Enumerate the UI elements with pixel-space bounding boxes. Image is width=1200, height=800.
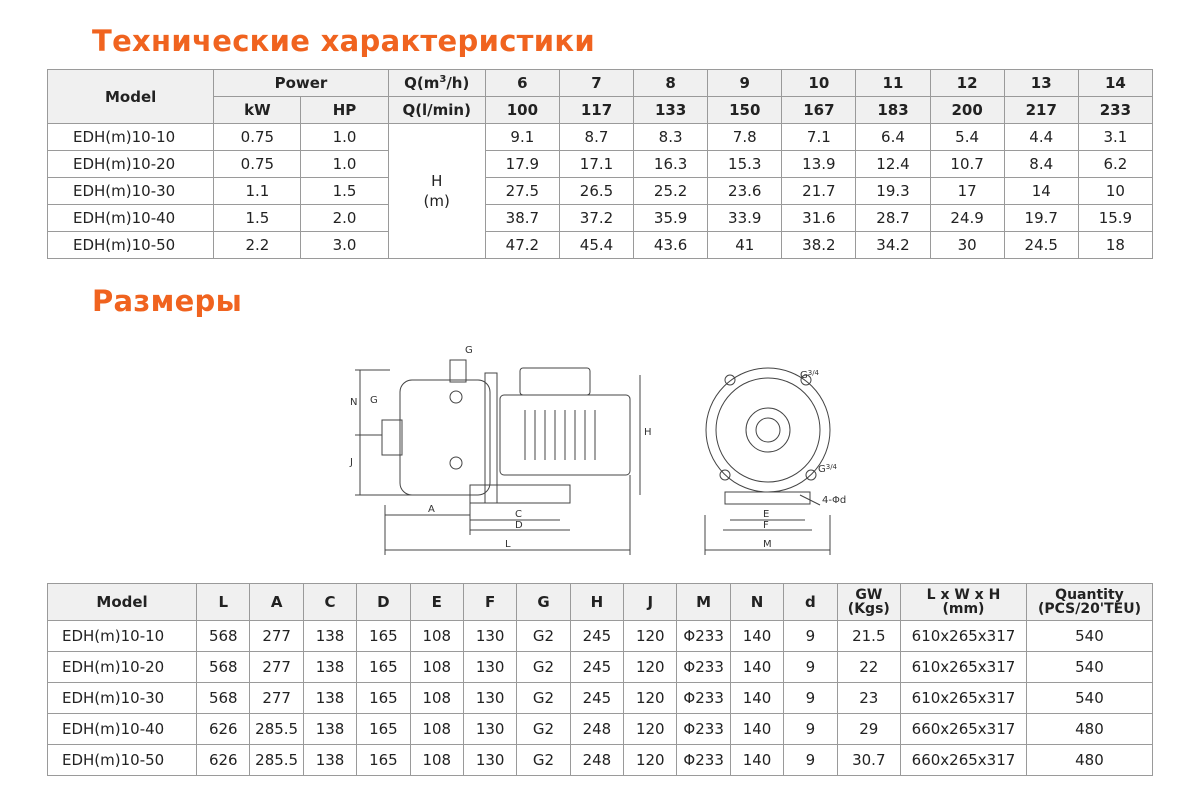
dims-header-cell: J <box>624 584 677 621</box>
dims-value-cell: 130 <box>463 683 516 714</box>
model-cell: EDH(m)10-50 <box>48 745 197 776</box>
head-value-cell: 25.2 <box>634 178 708 205</box>
dims-value-cell: Φ233 <box>677 714 730 745</box>
dims-value-cell: 480 <box>1026 745 1152 776</box>
dims-value-cell: 108 <box>410 714 463 745</box>
dims-header-cell: A <box>250 584 303 621</box>
flow-m3h-cell: 11 <box>856 70 930 97</box>
label-j: J <box>350 457 353 468</box>
head-value-cell: 31.6 <box>782 205 856 232</box>
dims-value-cell: 626 <box>197 714 250 745</box>
dims-value-cell: 165 <box>357 652 410 683</box>
dims-value-cell: 120 <box>624 714 677 745</box>
dims-value-cell: G2 <box>517 683 570 714</box>
spec-row <box>48 205 1153 232</box>
quantity-header: Quantity (PCS/20'TEU) <box>1026 584 1152 621</box>
dims-value-cell: 138 <box>303 683 356 714</box>
dims-value-cell: 120 <box>624 652 677 683</box>
hp-cell: 3.0 <box>301 232 388 259</box>
dimensions-title: Размеры <box>92 284 243 318</box>
head-value-cell: 23.6 <box>708 178 782 205</box>
label-4-phi-d: 4-Φd <box>822 495 847 506</box>
flange-shape <box>485 373 497 503</box>
dims-value-cell: 165 <box>357 714 410 745</box>
head-value-cell: 30 <box>930 232 1004 259</box>
flow-m3h-cell: 9 <box>708 70 782 97</box>
hp-cell: 1.0 <box>301 151 388 178</box>
dims-value-cell: 140 <box>730 683 783 714</box>
q-lmin-header: Q(l/min) <box>388 97 485 124</box>
dims-value-cell: 108 <box>410 621 463 652</box>
head-value-cell: 47.2 <box>485 232 559 259</box>
flow-lmin-cell: 183 <box>856 97 930 124</box>
dims-row <box>48 745 1153 776</box>
label-g34-bottom: $G^{3/4}$ <box>818 463 838 475</box>
spec-header-row-1 <box>48 70 1153 97</box>
head-value-cell: 19.7 <box>1004 205 1078 232</box>
dims-value-cell: 120 <box>624 683 677 714</box>
label-h: H <box>644 427 652 438</box>
model-cell: EDH(m)10-10 <box>48 621 197 652</box>
head-value-cell: 10 <box>1078 178 1152 205</box>
label-f: F <box>763 520 769 531</box>
head-value-cell: 37.2 <box>559 205 633 232</box>
head-value-cell: 6.2 <box>1078 151 1152 178</box>
head-value-cell: 38.2 <box>782 232 856 259</box>
suction-port-shape <box>382 420 402 455</box>
dims-value-cell: 568 <box>197 621 250 652</box>
head-value-cell: 35.9 <box>634 205 708 232</box>
dims-value-cell: 540 <box>1026 621 1152 652</box>
dims-value-cell: 138 <box>303 621 356 652</box>
head-value-cell: 27.5 <box>485 178 559 205</box>
dims-value-cell: 245 <box>570 621 623 652</box>
head-value-cell: 9.1 <box>485 124 559 151</box>
head-value-cell: 28.7 <box>856 205 930 232</box>
dims-value-cell: 277 <box>250 652 303 683</box>
dims-value-cell: 22 <box>837 652 900 683</box>
head-value-cell: 7.1 <box>782 124 856 151</box>
flow-lmin-cell: 117 <box>559 97 633 124</box>
spec-row <box>48 178 1153 205</box>
flow-m3h-cell: 10 <box>782 70 856 97</box>
dims-value-cell: 277 <box>250 683 303 714</box>
model-cell: EDH(m)10-30 <box>48 178 214 205</box>
dims-header-cell: C <box>303 584 356 621</box>
model-cell: EDH(m)10-20 <box>48 652 197 683</box>
head-value-cell: 17.9 <box>485 151 559 178</box>
spec-header-row-2 <box>48 97 1153 124</box>
flow-m3h-cell: 12 <box>930 70 1004 97</box>
kw-cell: 1.5 <box>214 205 301 232</box>
dims-value-cell: 30.7 <box>837 745 900 776</box>
head-value-cell: 14 <box>1004 178 1078 205</box>
dimensions-table <box>47 583 1153 776</box>
model-cell: EDH(m)10-50 <box>48 232 214 259</box>
dims-value-cell: 138 <box>303 714 356 745</box>
dims-value-cell: 568 <box>197 683 250 714</box>
dims-header-cell: Model <box>48 584 197 621</box>
dims-value-cell: 130 <box>463 652 516 683</box>
dims-value-cell: Φ233 <box>677 745 730 776</box>
dims-value-cell: Φ233 <box>677 652 730 683</box>
dims-value-cell: 29 <box>837 714 900 745</box>
specs-title: Технические характеристики <box>92 24 596 58</box>
head-value-cell: 24.5 <box>1004 232 1078 259</box>
dims-value-cell: G2 <box>517 621 570 652</box>
dims-value-cell: G2 <box>517 745 570 776</box>
dims-value-cell: 248 <box>570 745 623 776</box>
dims-value-cell: 277 <box>250 621 303 652</box>
dims-row <box>48 683 1153 714</box>
head-value-cell: 17.1 <box>559 151 633 178</box>
dims-header-cell: E <box>410 584 463 621</box>
flow-lmin-cell: 217 <box>1004 97 1078 124</box>
label-g-top: G <box>465 345 473 356</box>
head-value-cell: 13.9 <box>782 151 856 178</box>
dims-value-cell: G2 <box>517 652 570 683</box>
dims-value-cell: 9 <box>784 745 837 776</box>
dims-header-cell: L <box>197 584 250 621</box>
dims-value-cell: 248 <box>570 714 623 745</box>
dims-value-cell: 285.5 <box>250 745 303 776</box>
dims-row <box>48 714 1153 745</box>
head-value-cell: 15.3 <box>708 151 782 178</box>
flow-lmin-cell: 133 <box>634 97 708 124</box>
dims-value-cell: 610x265x317 <box>901 683 1027 714</box>
dims-value-cell: 108 <box>410 683 463 714</box>
kw-cell: 0.75 <box>214 124 301 151</box>
dims-value-cell: 138 <box>303 745 356 776</box>
head-value-cell: 16.3 <box>634 151 708 178</box>
plug-circle <box>450 391 462 403</box>
label-g34-top: $G^{3/4}$ <box>800 369 820 381</box>
label-g-left: G <box>370 395 378 406</box>
flow-m3h-cell: 13 <box>1004 70 1078 97</box>
dims-value-cell: 9 <box>784 714 837 745</box>
dims-value-cell: 9 <box>784 621 837 652</box>
head-value-cell: 24.9 <box>930 205 1004 232</box>
gw-header: GW (Kgs) <box>837 584 900 621</box>
label-m: M <box>763 539 772 550</box>
dims-value-cell: 660x265x317 <box>901 745 1027 776</box>
dims-header-cell: G <box>517 584 570 621</box>
dims-value-cell: 540 <box>1026 652 1152 683</box>
model-header: Model <box>48 70 214 124</box>
label-l: L <box>505 539 511 550</box>
head-value-cell: 10.7 <box>930 151 1004 178</box>
dims-value-cell: 108 <box>410 745 463 776</box>
flow-lmin-cell: 167 <box>782 97 856 124</box>
spec-row <box>48 232 1153 259</box>
dims-value-cell: 480 <box>1026 714 1152 745</box>
dims-value-cell: 626 <box>197 745 250 776</box>
dims-value-cell: 130 <box>463 714 516 745</box>
dims-header-cell: H <box>570 584 623 621</box>
head-value-cell: 7.8 <box>708 124 782 151</box>
discharge-port-shape <box>450 360 466 382</box>
dims-header-cell: M <box>677 584 730 621</box>
dims-value-cell: 120 <box>624 745 677 776</box>
head-value-cell: 8.4 <box>1004 151 1078 178</box>
head-value-cell: 8.3 <box>634 124 708 151</box>
head-value-cell: 5.4 <box>930 124 1004 151</box>
pump-casing-shape <box>400 380 490 495</box>
dims-value-cell: 568 <box>197 652 250 683</box>
head-value-cell: 38.7 <box>485 205 559 232</box>
head-value-cell: 3.1 <box>1078 124 1152 151</box>
dims-value-cell: 140 <box>730 745 783 776</box>
head-value-cell: 17 <box>930 178 1004 205</box>
dims-value-cell: 9 <box>784 652 837 683</box>
dims-value-cell: Φ233 <box>677 683 730 714</box>
head-value-cell: 41 <box>708 232 782 259</box>
dims-value-cell: 23 <box>837 683 900 714</box>
label-d: D <box>515 520 523 531</box>
head-value-cell: 15.9 <box>1078 205 1152 232</box>
label-n: N <box>350 397 358 408</box>
dims-value-cell: 140 <box>730 652 783 683</box>
flow-lmin-cell: 100 <box>485 97 559 124</box>
dims-value-cell: 165 <box>357 621 410 652</box>
dims-header-cell: D <box>357 584 410 621</box>
spec-row <box>48 124 1153 151</box>
kw-cell: 0.75 <box>214 151 301 178</box>
head-value-cell: 8.7 <box>559 124 633 151</box>
dims-value-cell: 660x265x317 <box>901 714 1027 745</box>
head-value-cell: 26.5 <box>559 178 633 205</box>
dims-value-cell: 285.5 <box>250 714 303 745</box>
flow-lmin-cell: 150 <box>708 97 782 124</box>
terminal-box-shape <box>520 368 590 395</box>
lwh-header: L x W x H (mm) <box>901 584 1027 621</box>
dims-value-cell: 130 <box>463 745 516 776</box>
power-header: Power <box>214 70 388 97</box>
dims-value-cell: 138 <box>303 652 356 683</box>
dims-value-cell: 130 <box>463 621 516 652</box>
dims-row <box>48 652 1153 683</box>
flow-m3h-cell: 7 <box>559 70 633 97</box>
kw-cell: 1.1 <box>214 178 301 205</box>
flow-m3h-cell: 14 <box>1078 70 1152 97</box>
performance-table <box>47 69 1153 259</box>
hp-header: HP <box>301 97 388 124</box>
head-value-cell: 43.6 <box>634 232 708 259</box>
flow-m3h-cell: 6 <box>485 70 559 97</box>
head-value-cell: 33.9 <box>708 205 782 232</box>
dims-header-cell: d <box>784 584 837 621</box>
hp-cell: 1.0 <box>301 124 388 151</box>
dims-value-cell: 165 <box>357 683 410 714</box>
head-value-cell: 45.4 <box>559 232 633 259</box>
flow-m3h-cell: 8 <box>634 70 708 97</box>
dims-header-cell: F <box>463 584 516 621</box>
label-a: A <box>428 504 435 515</box>
q-m3h-header: $Q(m^3/h)$ <box>388 70 485 97</box>
front-base-shape <box>725 492 810 504</box>
model-cell: EDH(m)10-10 <box>48 124 214 151</box>
model-cell: EDH(m)10-20 <box>48 151 214 178</box>
flow-lmin-cell: 233 <box>1078 97 1152 124</box>
kw-header: kW <box>214 97 301 124</box>
dims-value-cell: 9 <box>784 683 837 714</box>
dims-value-cell: 120 <box>624 621 677 652</box>
dims-value-cell: 165 <box>357 745 410 776</box>
dims-value-cell: 108 <box>410 652 463 683</box>
dims-row <box>48 621 1153 652</box>
label-e: E <box>763 509 770 520</box>
dims-value-cell: 140 <box>730 621 783 652</box>
head-value-cell: 21.7 <box>782 178 856 205</box>
flow-lmin-cell: 200 <box>930 97 1004 124</box>
head-value-cell: 4.4 <box>1004 124 1078 151</box>
spec-row <box>48 151 1153 178</box>
dims-value-cell: 140 <box>730 714 783 745</box>
dims-value-cell: Φ233 <box>677 621 730 652</box>
dims-value-cell: 610x265x317 <box>901 621 1027 652</box>
dims-value-cell: 21.5 <box>837 621 900 652</box>
head-value-cell: 12.4 <box>856 151 930 178</box>
dims-value-cell: 245 <box>570 683 623 714</box>
head-value-cell: 19.3 <box>856 178 930 205</box>
dims-value-cell: 540 <box>1026 683 1152 714</box>
label-c: C <box>515 509 522 520</box>
hp-cell: 2.0 <box>301 205 388 232</box>
pump-dimension-drawing <box>330 335 860 565</box>
head-value-cell: 6.4 <box>856 124 930 151</box>
front-casing-circle <box>706 368 830 492</box>
kw-cell: 2.2 <box>214 232 301 259</box>
head-value-cell: 34.2 <box>856 232 930 259</box>
dims-value-cell: 610x265x317 <box>901 652 1027 683</box>
plug-circle <box>450 457 462 469</box>
dims-header-row <box>48 584 1153 621</box>
model-cell: EDH(m)10-40 <box>48 205 214 232</box>
head-unit-cell: H (m) <box>388 124 485 259</box>
dims-value-cell: G2 <box>517 714 570 745</box>
model-cell: EDH(m)10-40 <box>48 714 197 745</box>
head-value-cell: 18 <box>1078 232 1152 259</box>
model-cell: EDH(m)10-30 <box>48 683 197 714</box>
dims-header-cell: N <box>730 584 783 621</box>
dims-value-cell: 245 <box>570 652 623 683</box>
hp-cell: 1.5 <box>301 178 388 205</box>
